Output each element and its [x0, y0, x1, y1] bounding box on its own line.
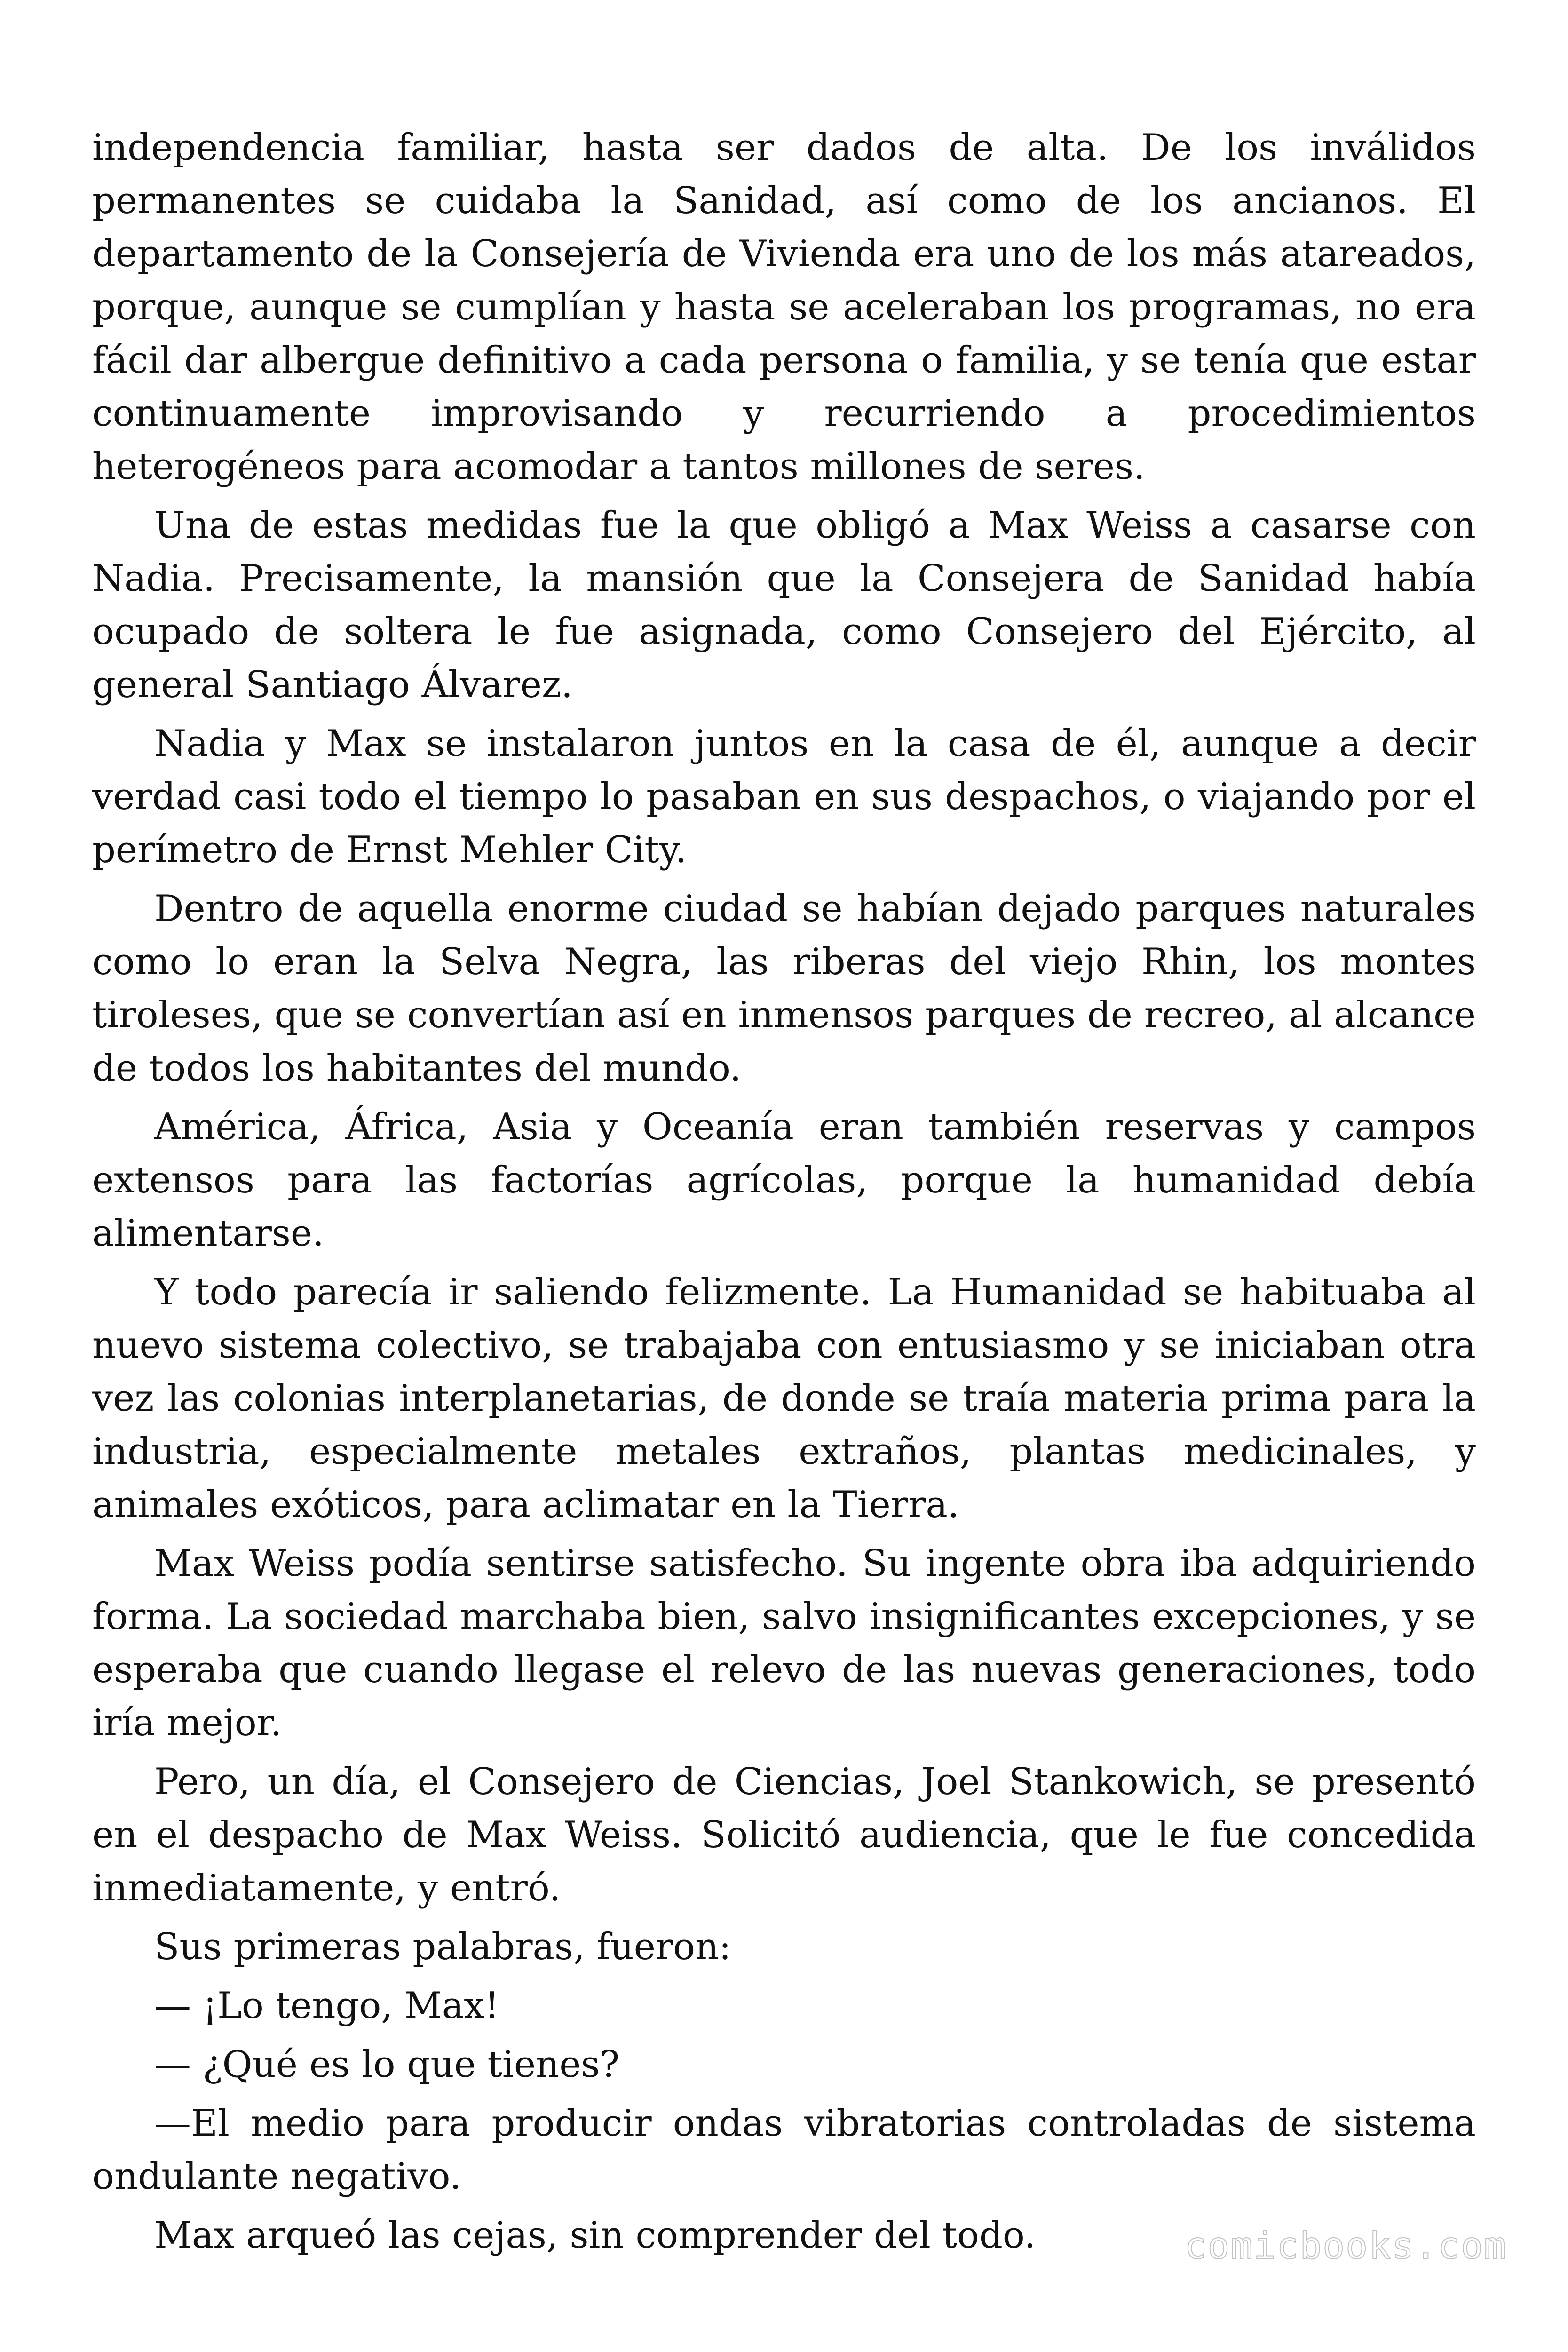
paragraph: Max Weiss podía sentirse satisfecho. Su ingente obra iba adquiriendo forma. La sociedad marchaba bien, salvo insignificantes excepciones, y se esperaba que cuando llegase el relevo de las nuevas generaciones, todo iría mejor. — [92, 1542, 1476, 1744]
paragraph: Nadia y Max se instalaron juntos en la casa de él, aunque a decir verdad casi todo el tiempo lo pasaban en sus despachos, o viajando por el perímetro de Ernst Mehler City. — [92, 723, 1476, 871]
paragraph: Dentro de aquella enorme ciudad se habían dejado parques naturales como lo eran la Selva Negra, las riberas del viejo Rhin, los montes tiroleses, que se convertían así en inmensos parques de recreo, al alcance de todos los habitantes del mundo. — [92, 888, 1476, 1089]
paragraph: América, África, Asia y Oceanía eran también reservas y campos extensos para las factorías agrícolas, porque la humanidad debía alimentarse. — [92, 1106, 1476, 1255]
paragraph: Pero, un día, el Consejero de Ciencias, Joel Stankowich, se presentó en el despacho de Max Weiss. Solicitó audiencia, que le fue concedida inmediatamente, y entró. — [92, 1761, 1476, 1909]
paragraph: Una de estas medidas fue la que obligó a Max Weiss a casarse con Nadia. Precisamente, la mansión que la Consejera de Sanidad había ocupado de soltera le fue asignada, como Consejero del Ejército, al general Santiago Álvarez. — [92, 504, 1476, 706]
paragraph-continuation: independencia familiar, hasta ser dados de alta. De los inválidos permanentes se cuidaba la Sanidad, así como de los ancianos. El departamento de la Consejería de Vivienda era uno de los más atareados, porque, aunque se cumplían y hasta se aceleraban los programas, no era fácil dar albergue definitivo a cada persona o familia, y se tenía que estar continuamente improvisando y recurriendo a procedimientos heterogéneos para acomodar a tantos millones de seres. — [92, 127, 1476, 488]
dialogue-line: — ¿Qué es lo que tienes? — [154, 2043, 620, 2086]
watermark: comicbooks.com — [1184, 2225, 1507, 2267]
paragraph: Y todo parecía ir saliendo felizmente. La Humanidad se habituaba al nuevo sistema colectivo, se trabajaba con entusiasmo y se iniciaban otra vez las colonias interplanetarias, de donde se traía materia prima para la industria, especialmente metales extraños, plantas medicinales, y animales exóticos, para aclimatar en la Tierra. — [92, 1271, 1476, 1526]
dialogue-line: — ¡Lo tengo, Max! — [154, 1985, 499, 2027]
book-page-text — [92, 121, 1476, 2268]
dialogue-line: —El medio para producir ondas vibratorias controladas de sistema ondulante negativo. — [92, 2102, 1476, 2198]
paragraph: Sus primeras palabras, fueron: — [154, 1926, 731, 1968]
paragraph: Max arqueó las cejas, sin comprender del todo. — [154, 2214, 1036, 2257]
